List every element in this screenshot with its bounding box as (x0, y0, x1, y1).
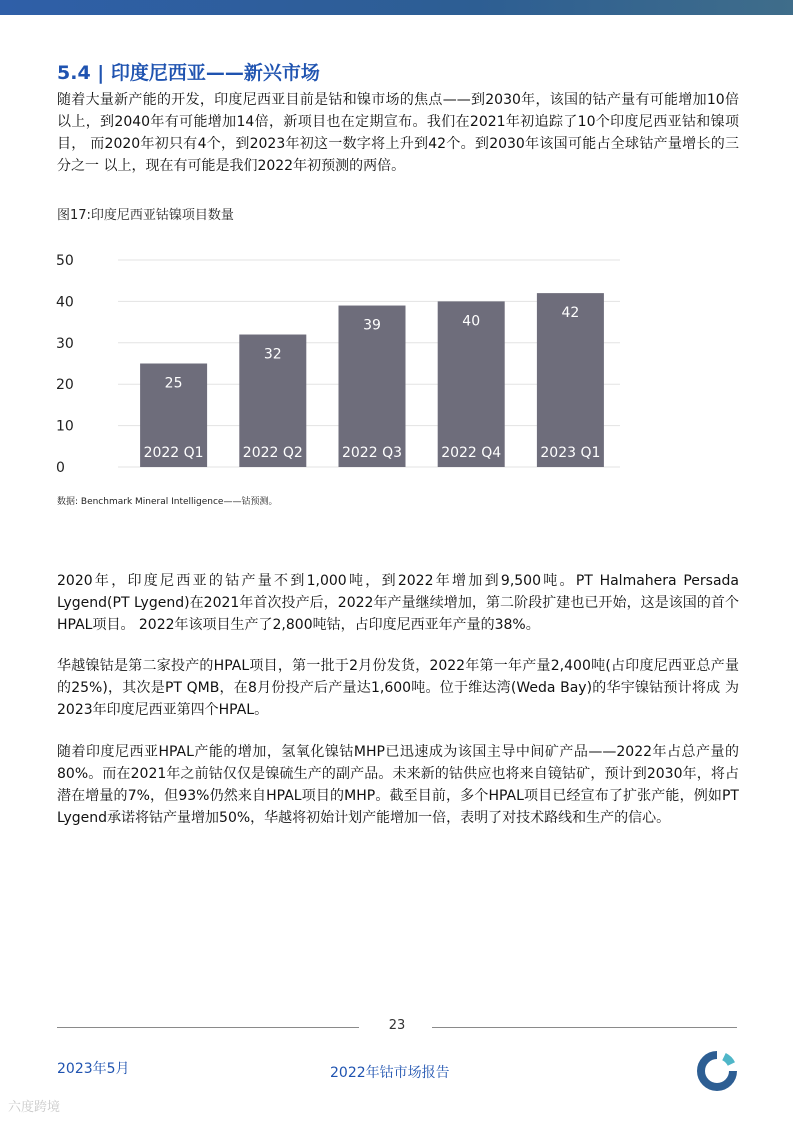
paragraph-huayue: 华越镍钴是第二家投产的HPAL项目，第一批于2月份发货，2022年第一年产量2,400吨(占印度尼西亚总产量 的25%)，其次是PT QMB，在8月份投产后产量达1,600吨。位于维达湾(Weda Bay)的华宇镍钴预计将成 为2023年印度尼西亚第四个HPAL。 (57, 658, 739, 718)
category-label: 2022 Q4 (441, 445, 502, 461)
section-title: 5.4 | 印度尼西亚——新兴市场 (57, 62, 320, 84)
category-label: 2022 Q2 (242, 445, 303, 461)
y-tick-label: 20 (56, 377, 74, 394)
bar-chart (40, 245, 630, 480)
bar-value-label: 42 (561, 305, 580, 322)
paragraph-mhp: 随着印度尼西亚HPAL产能的增加，氢氧化镍钴MHP已迅速成为该国主导中间矿产品——2022年占总产量的 80%。而在2021年之前钴仅仅是镍硫生产的副产品。未来新的钴供应也将来自镜钴矿，预计到2030年，将占 潜在增量的7%，但93%仍然来自HPAL项目的MHP。截至目前，多个HPAL项目已经宣布了扩张产能，例如PT Lygend承诺将钴产量增加50%，华越将初始计划产能增加一倍，表明了对技术路线和生产的信心。 (57, 744, 739, 826)
y-tick-label: 10 (56, 418, 74, 435)
footer-date: 2023年5月 (57, 1061, 130, 1077)
y-tick-label: 0 (56, 460, 65, 476)
brand-logo-icon (696, 1050, 738, 1092)
bar-value-label: 39 (363, 317, 381, 334)
figure-source: 数据: Benchmark Mineral Intelligence——钴预测。 (57, 497, 278, 507)
category-label: 2022 Q1 (143, 445, 204, 461)
paragraph-intro: 随着大量新产能的开发，印度尼西亚目前是钴和镍市场的焦点——到2030年，该国的钴产量有可能增加10倍 以上，到2040年有可能增加14倍，新项目也在定期宣布。我们在2021年初追踪了10个印度尼西亚钴和镍项目， 而2020年初只有4个，到2023年初这一数字将上升到42个。到2030年该国可能占全球钴产量增长的三分之一 以上，现在有可能是我们2022年初预测的两倍。 (57, 92, 739, 174)
y-tick-label: 50 (56, 253, 74, 269)
y-tick-label: 30 (56, 335, 74, 352)
category-label: 2022 Q3 (341, 445, 403, 461)
paragraph-production: 2020年，印度尼西亚的钴产量不到1,000吨，到2022年增加到9,500吨。PT Halmahera Persada Lygend(PT Lygend)在2021年首次投产后，2022年产量继续增加，第二阶段扩建也已开始，这是该国的首个HPAL项目。 2022年该项目生产了2,800吨钴，占印度尼西亚年产量的38%。 (57, 573, 739, 633)
bar-value-label: 32 (263, 346, 282, 363)
footer-divider-left (57, 1027, 359, 1028)
watermark-text: 六度跨境 (8, 1100, 61, 1115)
y-tick-label: 40 (56, 294, 74, 311)
top-banner (0, 0, 793, 15)
bar-value-label: 25 (164, 375, 183, 392)
footer-divider-right (432, 1027, 737, 1028)
category-label: 2023 Q1 (540, 445, 601, 461)
page-number: 23 (388, 1018, 406, 1033)
figure-title: 图17:印度尼西亚钴镍项目数量 (57, 208, 234, 223)
footer-report-title: 2022年钴市场报告 (330, 1065, 450, 1081)
bar-value-label: 40 (462, 313, 481, 330)
